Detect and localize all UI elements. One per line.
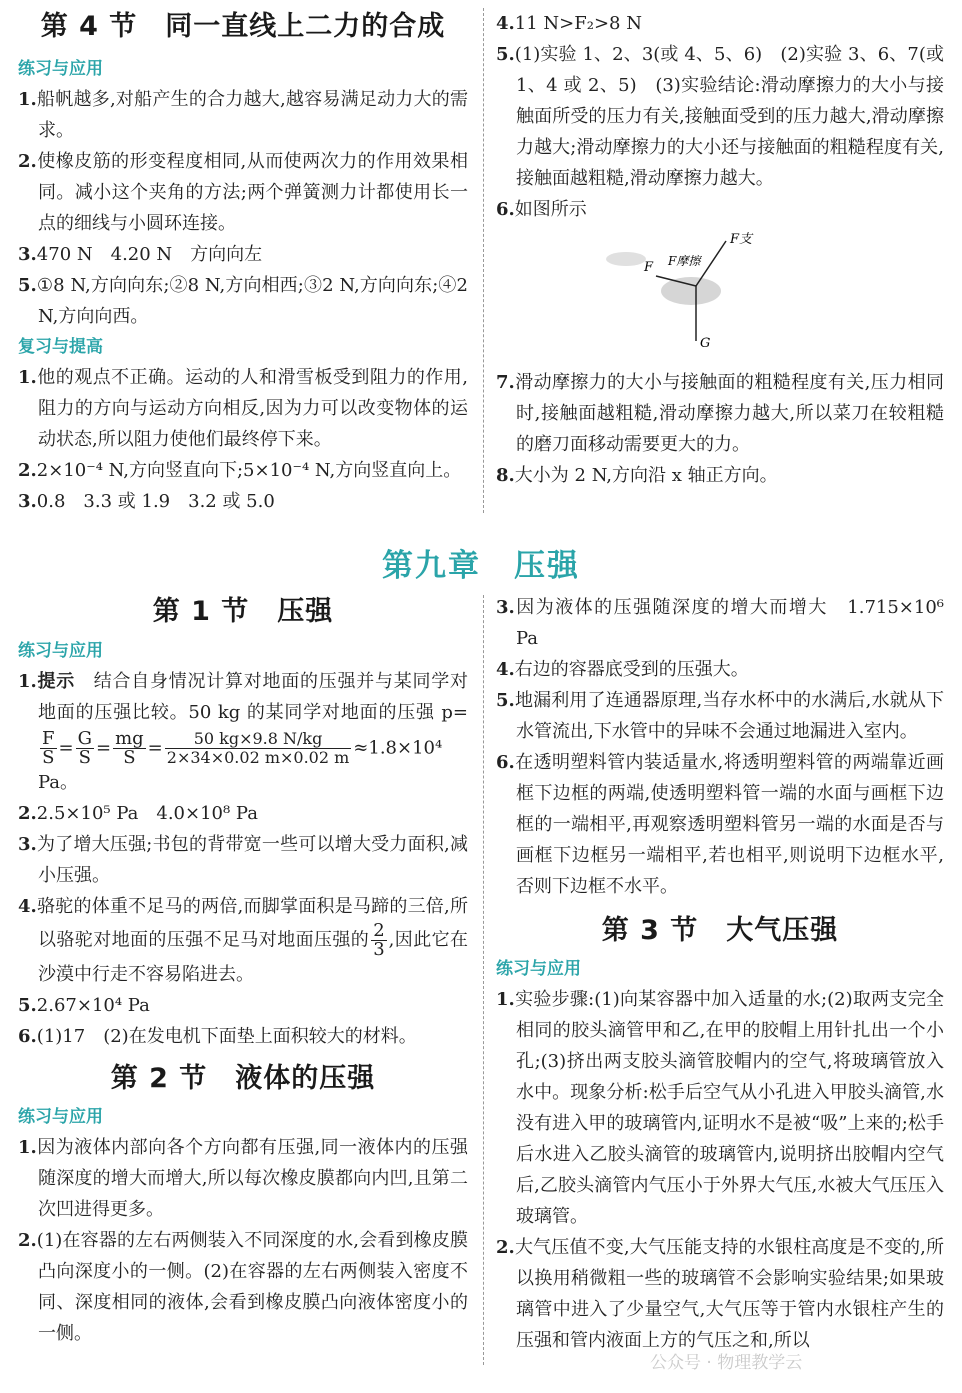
subheading-practice: 练习与应用 <box>18 1107 103 1127</box>
subheading-practice: 练习与应用 <box>496 959 581 979</box>
section-title: 第 4 节 同一直线上二力的合成 <box>40 11 446 42</box>
bottom-right-column <box>496 592 944 1356</box>
list-item: 5.(1)实验 1、2、3(或 4、5、6) (2)实验 3、6、7(或 1、4 或 2、5) (3)实验结论:滑动摩擦力的大小与接触面所受的压力有关,接触面受到的压力越大,滑动摩擦力越大;滑动摩擦力的大小还与接触面的粗糙程度有关,接触面越粗糙,滑动摩擦力越大。 <box>496 44 944 189</box>
list-item: 4.11 N>F₂>8 N <box>496 13 642 34</box>
label-f: F <box>644 260 654 275</box>
list-item: 8.大小为 2 N,方向沿 x 轴正方向。 <box>496 465 778 486</box>
list-item: 1.他的观点不正确。运动的人和滑雪板受到阻力的作用,阻力的方向与运动方向相反,因为力可以改变物体的运动状态,所以阻力使他们最终停下来。 <box>18 367 468 450</box>
list-item: 2.使橡皮筋的形变程度相同,从而使两次力的作用效果相同。减小这个夹角的方法;两个弹簧测力计都使用长一点的细线与小圆环连接。 <box>18 151 468 234</box>
subheading-practice: 练习与应用 <box>18 59 103 79</box>
list-item: 2.2×10⁻⁴ N,方向竖直向下;5×10⁻⁴ N,方向竖直向上。 <box>18 460 462 481</box>
section-title: 第 1 节 压强 <box>152 596 334 627</box>
list-item: 3.470 N 4.20 N 方向向左 <box>18 244 263 265</box>
label-g: G <box>700 336 711 351</box>
snow-shape <box>606 252 646 266</box>
top-right-column <box>496 8 944 491</box>
divider-bottom <box>483 595 484 1365</box>
subheading-review: 复习与提高 <box>18 337 103 357</box>
list-item: 5.2.67×10⁴ Pa <box>18 995 150 1016</box>
list-item: 2.2.5×10⁵ Pa 4.0×10⁸ Pa <box>18 803 258 824</box>
label-f-support: F支 <box>730 232 753 247</box>
chapter-title: 第九章 压强 <box>382 548 580 584</box>
list-item: 6.(1)17 (2)在发电机下面垫上面积较大的材料。 <box>18 1026 417 1047</box>
list-item: 2.(1)在容器的左右两侧装入不同深度的水,会看到橡皮膜凸向深度小的一侧。(2)在容器的左右两侧装入密度不同、深度相同的液体,会看到橡皮膜凸向液体密度小的一侧。 <box>18 1230 468 1344</box>
section-title: 第 3 节 大气压强 <box>601 915 839 946</box>
formula: $\frac{F}{S}$ = $\frac{G}{S}$ = $\frac{mg}{S}$ = $\frac{50 kg\times 9.8 N/kg}{2\times 34\times 0.02 m\times 0.02 m}$ ≈1.8×10⁴ Pa。 <box>38 728 443 793</box>
list-item: 4.右边的容器底受到的压强大。 <box>496 659 749 680</box>
list-item: 2.大气压值不变,大气压能支持的水银柱高度是不变的,所以换用稍微粗一些的玻璃管不会影响实验结果;如果玻璃管中进入了少量空气,大气压等于管内水银柱产生的压强和管内液面上方的气压之和,所以 <box>496 1237 944 1351</box>
list-item: 7.滑动摩擦力的大小与接触面的粗糙程度有关,压力相同时,接触面越粗糙,滑动摩擦力越大,所以菜刀在较粗糙的磨刀面移动需要更大的力。 <box>496 372 944 455</box>
support-force-arrow <box>696 241 726 286</box>
list-item: 6.如图所示 <box>496 199 587 220</box>
list-item: 5.地漏利用了连通器原理,当存水杯中的水满后,水就从下水管流出,下水管中的异味不会通过地漏进入室内。 <box>496 690 944 742</box>
list-item: 3.因为液体的压强随深度的增大而增大 1.715×10⁶ Pa <box>496 597 944 649</box>
list-item: 3.0.8 3.3 或 1.9 3.2 或 5.0 <box>18 491 275 512</box>
watermark: 公众号 · 物理教学云 <box>650 1353 803 1373</box>
bottom-left-column <box>18 590 468 1349</box>
list-item: 1.因为液体内部向各个方向都有压强,同一液体内的压强随深度的增大而增大,所以每次橡皮膜都向内凹,且第二次凹进得更多。 <box>18 1137 468 1220</box>
divider-top <box>483 8 484 513</box>
list-item: 5.①8 N,方向向东;②8 N,方向相西;③2 N,方向向东;④2 N,方向向西。 <box>18 275 468 327</box>
list-item: 1.提示 结合自身情况计算对地面的压强并与某同学对地面的压强比较。50 kg 的某同学对地面的压强 p= $\frac{F}{S}$ = $\frac{G}{S}$ = $\frac{mg}{S}$ = $\frac{50 kg\times 9.8 N/kg}{2\times 34\times 0.02 m\times 0.02 m}$ ≈1.8×10⁴ Pa。 <box>18 666 468 798</box>
list-item: 1.船帆越多,对船产生的合力越大,越容易满足动力大的需求。 <box>18 89 468 141</box>
section-title: 第 2 节 液体的压强 <box>110 1063 376 1094</box>
list-item: 6.在透明塑料管内装适量水,将透明塑料管的两端靠近画框下边框的两端,使透明塑料管一端的水面与画框下边框的一端相平,再观察透明塑料管另一端的水面是否与画框下边框另一端相平,若也相平,则说明下边框水平,否则下边框不水平。 <box>496 752 944 897</box>
top-left-column <box>18 6 468 517</box>
force-diagram <box>596 231 776 351</box>
subheading-practice: 练习与应用 <box>18 641 103 661</box>
list-item: 4.骆驼的体重不足马的两倍,而脚掌面积是马蹄的三倍,所以骆驼对地面的压强不足马对地面压强的 $\frac{2}{3}$ ,因此它在沙漠中行走不容易陷进去。 <box>18 896 468 985</box>
label-f-friction: F摩擦 <box>668 254 701 268</box>
skier-shape <box>661 277 721 305</box>
list-item: 1.实验步骤:(1)向某容器中加入适量的水;(2)取两支完全相同的胶头滴管甲和乙,在甲的胶帽上用针扎出一个小孔;(3)挤出两支胶头滴管胶帽内的空气,将玻璃管放入水中。现象分析:松手后空气从小孔进入甲胶头滴管,水没有进入甲的玻璃管内,证明水不是被“吸”上来的;松手后水进入乙胶头滴管的玻璃管内,说明挤出胶帽内空气后,乙胶头滴管内气压小于外界大气压,水被大气压压入玻璃管。 <box>496 989 944 1227</box>
list-item: 3.为了增大压强;书包的背带宽一些可以增大受力面积,减小压强。 <box>18 834 468 886</box>
